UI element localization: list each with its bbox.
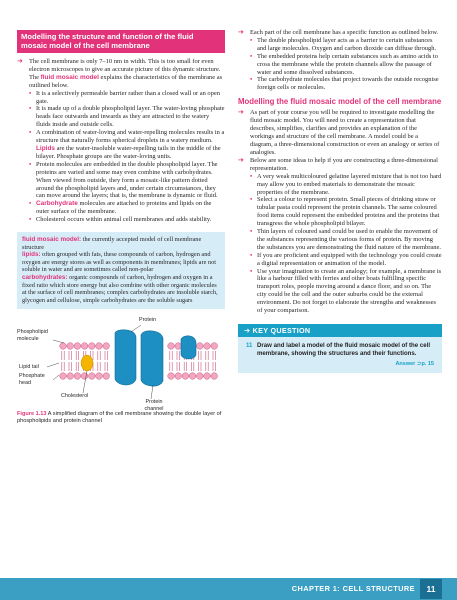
- list-item: • The carbohydrate molecules that project towards the outside recognise foreign cells or molecules.: [250, 76, 439, 92]
- function-bullet-list: [238, 37, 442, 92]
- phosphate-head: [67, 343, 74, 350]
- phosphate-head: [211, 373, 218, 380]
- phosphate-head: [168, 343, 175, 350]
- phosphate-head: [175, 373, 182, 380]
- label-lipid-tail: Lipid tail: [19, 364, 39, 371]
- phosphate-head: [197, 343, 204, 350]
- arrow-right-icon: ➔: [238, 108, 244, 117]
- term-fluid-mosaic-model: fluid mosaic model: [40, 73, 99, 81]
- key-question-box: [238, 324, 442, 373]
- phosphate-head: [204, 373, 211, 380]
- list-item: • Protein molecules are embedded in the double phospholipid layer. The proteins are varied and some may even combine with carbohydrates. When viewed from outside, they form a mosaic-like pattern dotted around the phospholipid layers and, under certain circumstances, they can move around the layers; that is, the membrane is dynamic or fluid.: [29, 160, 218, 200]
- phosphate-head: [204, 343, 211, 350]
- list-item: • Cholesterol occurs within animal cell membranes and adds stability.: [29, 216, 212, 224]
- bullet-icon: •: [29, 89, 32, 97]
- bullet-icon: •: [250, 52, 253, 60]
- phosphate-head: [81, 343, 88, 350]
- bullet-icon: •: [250, 76, 253, 84]
- glossary-entry: lipids: often grouped with fats, these compounds of carbon, hydrogen and oxygen are energy stores as well as components in membranes; lipids are not soluble in water and are sometimes called non-polar: [22, 251, 216, 274]
- structure-bullet-list: [17, 90, 225, 224]
- bullet-icon: •: [250, 251, 253, 259]
- left-column: [17, 0, 225, 425]
- arrow-right-icon: ➔: [238, 155, 244, 164]
- list-item: • The embedded proteins help certain substances such as amino acids to cross the membrane while the protein channels allow the passage of water and some dissolved substances.: [250, 52, 438, 76]
- question-number: 11: [246, 342, 253, 350]
- phosphate-head: [89, 373, 96, 380]
- bullet-icon: •: [250, 196, 253, 204]
- key-question-body: [238, 337, 442, 373]
- list-item: • A very weak multicoloured gelatine layered mixture that is not too hard may allow you to embed materials to demonstrate the mosaic properties of the membrane.: [250, 172, 442, 196]
- phosphate-head: [89, 343, 96, 350]
- protein-left: [115, 330, 136, 385]
- ideas-paragraph: ➔ Below are some ideas to help if you are constructing a three-dimensional representation.: [238, 155, 438, 172]
- function-intro: ➔ Each part of the cell membrane has a specific function as outlined below.: [238, 28, 439, 36]
- right-column: [238, 0, 442, 373]
- bullet-icon: •: [250, 172, 253, 180]
- membrane-figure: [17, 313, 225, 411]
- list-item: • A combination of water-loving and water-repelling molecules results in a structure that naturally forms spherical droplets in a watery medium. Lipids are the water-insoluble water-repelling tails in the middle of the bilayer. Phosphate groups are the water-loving units.: [29, 129, 225, 160]
- list-item: • Carbohydrate molecules are attached to proteins and lipids on the outer surface of the membrane.: [29, 200, 212, 216]
- arrow-right-icon: ➔: [238, 28, 244, 36]
- answer-link[interactable]: Answer ⊃p. 15: [395, 361, 434, 368]
- membrane-diagram: [17, 313, 225, 411]
- bullet-icon: •: [250, 36, 253, 44]
- list-item: • Thin layers of coloured sand could be used to enable the movement of the substances representing the various forms of protein. By moving the substances you are demonstrating the fluid nature of the membrane.: [250, 228, 441, 251]
- phosphate-head: [182, 373, 189, 380]
- phosphate-head: [81, 373, 88, 380]
- arrow-right-icon: ➔: [244, 326, 251, 336]
- list-item: • It is made up of a double phospholipid layer. The water-loving phosphate heads face outwards and inwards as they are attracted to the watery fluids inside and outside cells.: [29, 105, 225, 129]
- bullet-icon: •: [29, 200, 32, 208]
- bullet-icon: •: [29, 160, 32, 168]
- label-phospholipid: Phospholipid molecule: [17, 329, 48, 342]
- label-cholesterol: Cholesterol: [61, 393, 89, 400]
- label-protein-channel: Protein channel: [144, 399, 164, 412]
- phosphate-head: [175, 343, 182, 350]
- phosphate-head: [60, 343, 67, 350]
- glossary-entry: fluid mosaic model: the currently accepted model of cell membrane structure: [22, 236, 202, 251]
- phosphate-heads-bottom: [60, 373, 218, 380]
- section-heading-modelling: Modelling the fluid mosaic model of the cell membrane: [238, 97, 442, 107]
- bullet-icon: •: [29, 216, 32, 224]
- arrow-right-icon: ➔: [17, 57, 23, 65]
- list-item: • Select a colour to represent protein. Small pieces of drinking straw or tubular pasta could represent the protein channels. The same coloured food items could represent the embedded proteins and the proteins that transgress the whole phospholipid bilayer.: [250, 196, 440, 228]
- list-item: • If you are proficient and equipped with the technology you could create a digital representation or animation of the model.: [250, 251, 442, 267]
- cholesterol-shape: [81, 355, 93, 371]
- section-heading-structure: Modelling the structure and function of the fluid mosaic model of the cell membrane: [17, 30, 225, 53]
- list-item: • The double phospholipid layer acts as a barrier to certain substances and large molecules. Oxygen and carbon dioxide can diffuse through.: [250, 36, 437, 52]
- key-question-header: ➔ KEY QUESTION: [238, 324, 442, 337]
- phosphate-head: [96, 373, 103, 380]
- page-footer: [0, 578, 457, 600]
- phosphate-head: [74, 373, 81, 380]
- modelling-paragraph: ➔ As part of your course you will be required to investigate modelling the fluid mosaic model. You will need to create a representation that describes, simplifies, clarifies and provides an explanation of the workings and structure of the cell membrane. A model could be a diagram, a three-dimensional construction or even an analogy or series of analogies.: [238, 108, 440, 156]
- term-carbohydrate: Carbohydrate: [36, 200, 78, 208]
- protein-channel-right: [141, 331, 163, 386]
- phosphate-head: [103, 343, 110, 350]
- chapter-title: CHAPTER 1: CELL STRUCTURE: [291, 584, 415, 593]
- bullet-icon: •: [29, 129, 32, 137]
- intro-paragraph: ➔ The cell membrane is only 7–10 nm in width. This is too small for even electron microscopes to give an accurate picture of this dynamic structure. The fluid mosaic model explains the characteristics of the membrane as outlined below.: [17, 57, 223, 89]
- page-number: 11: [420, 579, 442, 599]
- list-item: • Use your imagination to create an analogy; for example, a membrane is like a harbour filled with ferries and other boats fulfilling specific transport roles, people moving around a dance floor, and so on. The city could be the cell and the outer suburbs could be the external environment. Do not forget to elaborate the strengths and weaknesses of your comparison.: [250, 267, 442, 315]
- figure-caption: Figure 1.13 A simplified diagram of the cell membrane showing the double layer of phospholipids and protein channel: [17, 411, 222, 425]
- bullet-icon: •: [250, 267, 253, 275]
- bullet-icon: •: [29, 105, 32, 113]
- glossary-entry: carbohydrates: organic compounds of carbon, hydrogen and oxygen in a fixed ratio which store energy but also combine with other organic molecules at the surface of cell membranes; complex carbohydrates are insoluble starch, glycogen and cellulose, simple carbohydrates are the soluble sugars: [22, 274, 218, 304]
- phosphate-head: [168, 373, 175, 380]
- phosphate-head: [211, 343, 218, 350]
- term-lipids: Lipids: [36, 144, 55, 152]
- protein-small: [181, 336, 196, 359]
- question-text: Draw and label a model of the fluid mosaic model of the cell membrane, showing the structures and their functions.: [257, 342, 431, 358]
- phosphate-head: [60, 373, 67, 380]
- glossary-box: [17, 232, 225, 309]
- label-protein: Protein: [139, 317, 157, 324]
- phosphate-head: [103, 373, 110, 380]
- ideas-bullet-list: [238, 173, 442, 315]
- phosphate-head: [189, 373, 196, 380]
- phosphate-head: [197, 373, 204, 380]
- label-phosphate-head: Phosphate head: [19, 373, 45, 386]
- bullet-icon: •: [250, 228, 253, 236]
- list-item: • It is a selectively permeable barrier rather than a closed wall or an open gate.: [29, 89, 220, 105]
- phosphate-head: [96, 343, 103, 350]
- phosphate-head: [67, 373, 74, 380]
- phosphate-head: [74, 343, 81, 350]
